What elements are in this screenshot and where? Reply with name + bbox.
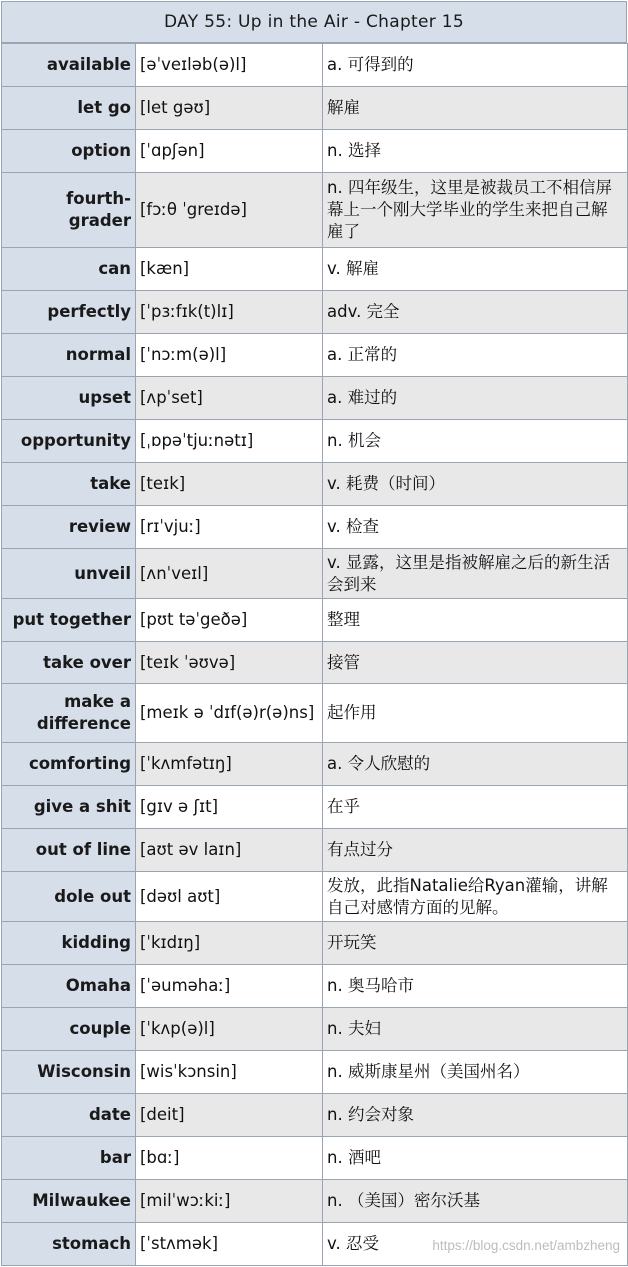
pronunciation-cell: [ˈkʌmfətɪŋ] — [136, 743, 323, 786]
word-cell: opportunity — [2, 420, 136, 463]
word-cell: make a difference — [2, 684, 136, 743]
table-row — [2, 1137, 628, 1180]
pronunciation-cell: [teɪk] — [136, 463, 323, 506]
table-row — [2, 965, 628, 1008]
meaning-cell: v. 检查 — [323, 506, 628, 549]
pronunciation-cell: [pʊt təˈgeðə] — [136, 599, 323, 642]
vocabulary-table — [1, 43, 628, 1266]
meaning-cell: v. 耗费（时间） — [323, 463, 628, 506]
meaning-cell: a. 可得到的 — [323, 44, 628, 87]
meaning-cell: n. （美国）密尔沃基 — [323, 1180, 628, 1223]
pronunciation-cell: [dəʊl aʊt] — [136, 872, 323, 922]
word-cell: dole out — [2, 872, 136, 922]
word-cell: review — [2, 506, 136, 549]
meaning-cell: n. 四年级生，这里是被裁员工不相信屏幕上一个刚大学毕业的学生来把自己解雇了 — [323, 173, 628, 248]
pronunciation-cell: [gɪv ə ʃɪt] — [136, 786, 323, 829]
table-row — [2, 377, 628, 420]
pronunciation-cell: [ˈəuməhaː] — [136, 965, 323, 1008]
pronunciation-cell: [bɑː] — [136, 1137, 323, 1180]
pronunciation-cell: [ˈkɪdɪŋ] — [136, 922, 323, 965]
meaning-cell: n. 约会对象 — [323, 1094, 628, 1137]
page-title: DAY 55: Up in the Air - Chapter 15 — [1, 1, 627, 43]
word-cell: couple — [2, 1008, 136, 1051]
pronunciation-cell: [ˈpɜːfɪk(t)lɪ] — [136, 291, 323, 334]
word-cell: Wisconsin — [2, 1051, 136, 1094]
word-cell: normal — [2, 334, 136, 377]
word-cell: can — [2, 248, 136, 291]
pronunciation-cell: [ˈkʌp(ə)l] — [136, 1008, 323, 1051]
meaning-cell: n. 机会 — [323, 420, 628, 463]
meaning-cell: n. 酒吧 — [323, 1137, 628, 1180]
table-row — [2, 922, 628, 965]
meaning-cell: a. 难过的 — [323, 377, 628, 420]
pronunciation-cell: [let gəʊ] — [136, 87, 323, 130]
table-row — [2, 87, 628, 130]
meaning-cell: n. 奥马哈市 — [323, 965, 628, 1008]
word-cell: put together — [2, 599, 136, 642]
word-cell: unveil — [2, 549, 136, 599]
table-row — [2, 130, 628, 173]
meaning-cell: 发放，此指Natalie给Ryan灌输，讲解自己对感情方面的见解。 — [323, 872, 628, 922]
meaning-cell: 整理 — [323, 599, 628, 642]
word-cell: comforting — [2, 743, 136, 786]
word-cell: Milwaukee — [2, 1180, 136, 1223]
table-row — [2, 1094, 628, 1137]
meaning-cell: n. 选择 — [323, 130, 628, 173]
meaning-cell: v. 显露，这里是指被解雇之后的新生活会到来 — [323, 549, 628, 599]
meaning-cell: v. 忍受 — [323, 1223, 628, 1266]
meaning-cell: adv. 完全 — [323, 291, 628, 334]
table-row — [2, 173, 628, 248]
table-row — [2, 334, 628, 377]
meaning-cell: 在乎 — [323, 786, 628, 829]
table-row — [2, 248, 628, 291]
word-cell: option — [2, 130, 136, 173]
pronunciation-cell: [ˈnɔːm(ə)l] — [136, 334, 323, 377]
meaning-cell: n. 威斯康星州（美国州名） — [323, 1051, 628, 1094]
table-row — [2, 642, 628, 684]
pronunciation-cell: [ʌnˈveɪl] — [136, 549, 323, 599]
meaning-cell: v. 解雇 — [323, 248, 628, 291]
pronunciation-cell: [rɪˈvjuː] — [136, 506, 323, 549]
meaning-cell: n. 夫妇 — [323, 1008, 628, 1051]
meaning-cell: 有点过分 — [323, 829, 628, 872]
pronunciation-cell: [ʌpˈset] — [136, 377, 323, 420]
word-cell: let go — [2, 87, 136, 130]
table-row — [2, 599, 628, 642]
meaning-cell: 起作用 — [323, 684, 628, 743]
table-row — [2, 829, 628, 872]
word-cell: Omaha — [2, 965, 136, 1008]
table-row — [2, 872, 628, 922]
table-row — [2, 506, 628, 549]
word-cell: kidding — [2, 922, 136, 965]
word-cell: perfectly — [2, 291, 136, 334]
table-row — [2, 1008, 628, 1051]
pronunciation-cell: [wisˈkɔnsin] — [136, 1051, 323, 1094]
pronunciation-cell: [meɪk ə ˈdɪf(ə)r(ə)ns] — [136, 684, 323, 743]
meaning-cell: a. 正常的 — [323, 334, 628, 377]
table-row — [2, 786, 628, 829]
word-cell: date — [2, 1094, 136, 1137]
word-cell: out of line — [2, 829, 136, 872]
meaning-cell: a. 令人欣慰的 — [323, 743, 628, 786]
pronunciation-cell: [deit] — [136, 1094, 323, 1137]
pronunciation-cell: [ˌɒpəˈtjuːnətɪ] — [136, 420, 323, 463]
pronunciation-cell: [fɔːθ ˈgreɪdə] — [136, 173, 323, 248]
word-cell: stomach — [2, 1223, 136, 1266]
table-row — [2, 743, 628, 786]
pronunciation-cell: [əˈveɪləb(ə)l] — [136, 44, 323, 87]
table-row — [2, 1180, 628, 1223]
table-row — [2, 420, 628, 463]
meaning-cell: 开玩笑 — [323, 922, 628, 965]
pronunciation-cell: [ˈstʌmək] — [136, 1223, 323, 1266]
watermark: https://blog.csdn.net/ambzheng — [432, 1238, 620, 1253]
word-cell: available — [2, 44, 136, 87]
meaning-cell: 接管 — [323, 642, 628, 684]
word-cell: give a shit — [2, 786, 136, 829]
pronunciation-cell: [aʊt əv laɪn] — [136, 829, 323, 872]
word-cell: take over — [2, 642, 136, 684]
table-row — [2, 684, 628, 743]
table-row — [2, 44, 628, 87]
pronunciation-cell: [kæn] — [136, 248, 323, 291]
pronunciation-cell: [teɪk ˈəʊvə] — [136, 642, 323, 684]
pronunciation-cell: [milˈwɔːkiː] — [136, 1180, 323, 1223]
word-cell: bar — [2, 1137, 136, 1180]
table-row — [2, 463, 628, 506]
table-row — [2, 549, 628, 599]
word-cell: upset — [2, 377, 136, 420]
pronunciation-cell: [ˈɑpʃən] — [136, 130, 323, 173]
word-cell: take — [2, 463, 136, 506]
word-cell: fourth-grader — [2, 173, 136, 248]
meaning-cell: 解雇 — [323, 87, 628, 130]
table-row — [2, 291, 628, 334]
table-row — [2, 1051, 628, 1094]
